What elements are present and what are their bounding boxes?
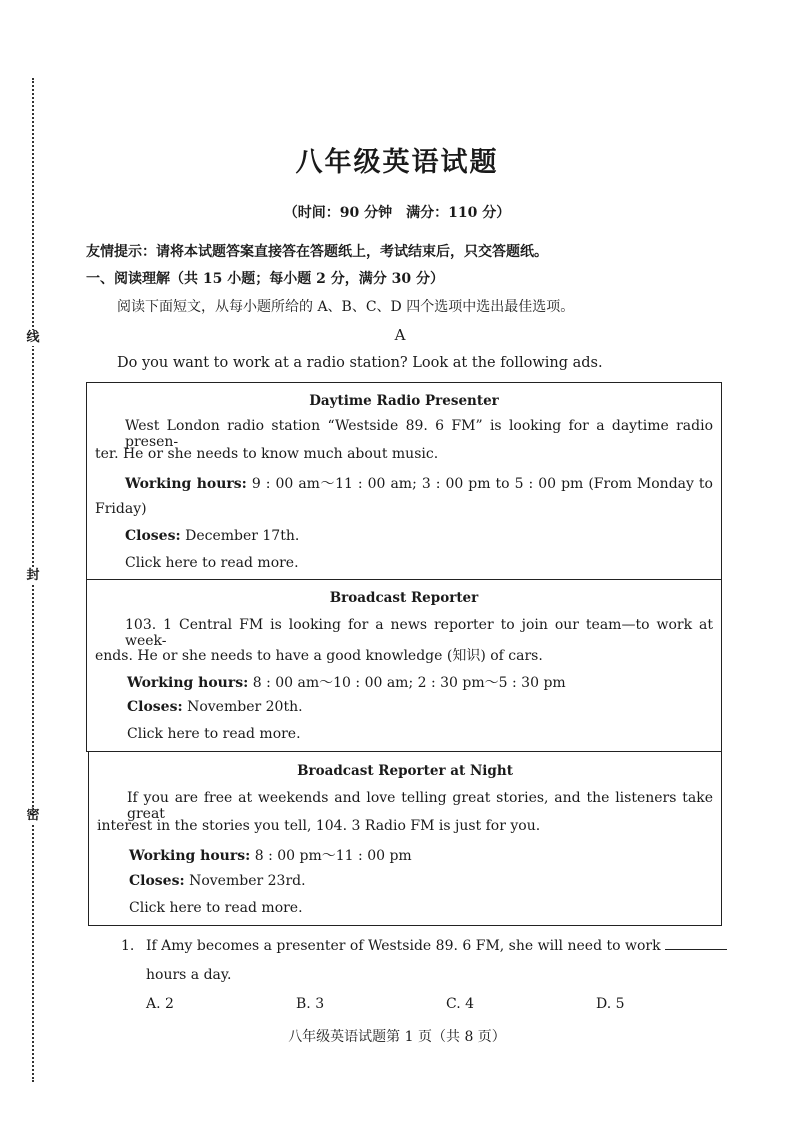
section-heading: 一、阅读理解（共 15 小题；每小题 2 分，满分 30 分）: [86, 271, 444, 287]
closes-label: Closes:: [129, 873, 185, 889]
ad-title: Daytime Radio Presenter: [309, 393, 499, 409]
binding-label-mi: 密: [24, 808, 42, 824]
ad-title: Broadcast Reporter at Night: [297, 763, 513, 779]
page-footer: 八年级英语试题第 1 页（共 8 页）: [288, 1029, 506, 1045]
closes-label: Closes:: [125, 528, 181, 544]
working-hours-cont: Friday): [95, 501, 147, 517]
ad-description: West London radio station “Westside 89. 6 FM” is looking for a daytime radio presen-: [125, 418, 713, 450]
ad-working-hours: [127, 672, 566, 692]
working-hours-value: 9 : 00 am～11 : 00 am; 3 : 00 pm to 5 : 00 pm (From Monday to: [246, 476, 713, 492]
ad-description-cont: ends. He or she needs to have a good knowledge (知识) of cars.: [95, 648, 543, 664]
ad-closes: [125, 528, 299, 544]
passage-intro: Do you want to work at a radio station? Look at the following ads.: [117, 355, 603, 371]
closes-value: November 20th.: [182, 699, 303, 715]
ad-description: If you are free at weekends and love telling great stories, and the listeners take great: [127, 790, 713, 822]
binding-label-feng: 封: [24, 568, 42, 584]
ad-broadcast-reporter-at-night: [88, 751, 722, 926]
ad-description-cont: interest in the stories you tell, 104. 3 Radio FM is just for you.: [97, 818, 541, 834]
ad-broadcast-reporter: [86, 579, 722, 752]
page-title: 八年级英语试题: [295, 147, 499, 178]
question-stem-text: If Amy becomes a presenter of Westside 89. 6 FM, she will need to work: [146, 938, 661, 954]
working-hours-label: Working hours:: [127, 675, 249, 691]
section-instruction: 阅读下面短文，从每小题所给的 A、B、C、D 四个选项中选出最佳选项。: [117, 299, 575, 315]
working-hours-value: 8 : 00 am～10 : 00 am; 2 : 30 pm～5 : 30 pm: [248, 675, 566, 691]
read-more-link[interactable]: Click here to read more.: [127, 726, 301, 742]
option-c: C. 4: [446, 996, 475, 1012]
binding-label-xian: 线: [24, 330, 42, 346]
option-b: B. 3: [296, 996, 325, 1012]
ad-working-hours: [125, 473, 713, 493]
closes-label: Closes:: [127, 699, 183, 715]
option-a: A. 2: [146, 996, 174, 1012]
ad-closes: [129, 873, 306, 889]
ad-closes: [127, 699, 303, 715]
working-hours-label: Working hours:: [125, 476, 247, 492]
closes-value: November 23rd.: [184, 873, 306, 889]
ad-description-cont: ter. He or she needs to know much about music.: [95, 446, 439, 462]
read-more-link[interactable]: Click here to read more.: [125, 555, 299, 571]
exam-time-and-score: （时间：90 分钟 满分：110 分）: [283, 205, 511, 221]
ad-daytime-radio-presenter: [86, 382, 722, 580]
working-hours-value: 8 : 00 pm～11 : 00 pm: [250, 848, 412, 864]
answer-blank: [665, 937, 727, 950]
read-more-link[interactable]: Click here to read more.: [129, 900, 303, 916]
question-stem: [146, 937, 727, 955]
ad-title: Broadcast Reporter: [329, 590, 479, 606]
notice: 友情提示：请将本试题答案直接答在答题纸上，考试结束后，只交答题纸。: [86, 244, 548, 260]
question-stem-cont: hours a day.: [146, 967, 232, 983]
working-hours-label: Working hours:: [129, 848, 251, 864]
closes-value: December 17th.: [180, 528, 300, 544]
ad-working-hours: [129, 845, 412, 865]
ad-description: 103. 1 Central FM is looking for a news reporter to join our team—to work at week-: [125, 617, 713, 649]
option-d: D. 5: [596, 996, 625, 1012]
question-number: 1.: [121, 938, 135, 954]
passage-letter: A: [394, 326, 406, 344]
